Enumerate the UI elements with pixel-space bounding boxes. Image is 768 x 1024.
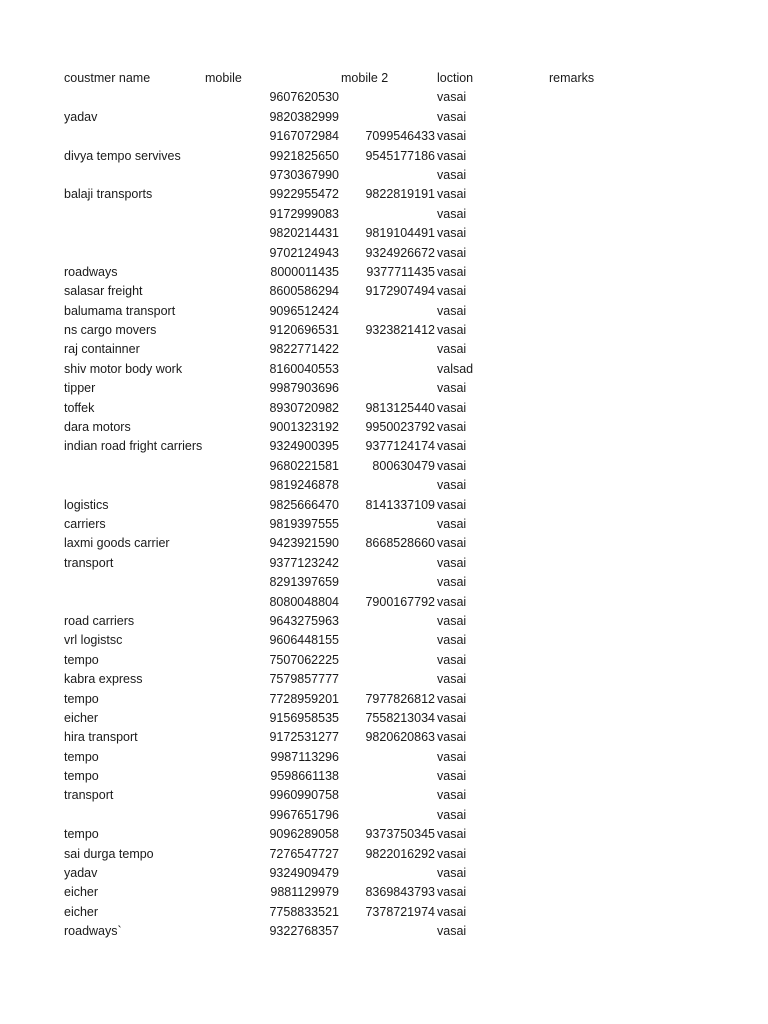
customer-name-cell: dara motors [64, 420, 131, 435]
customer-name-cell: balumama transport [64, 303, 176, 318]
location-cell: vasai [437, 187, 467, 202]
customer-name-cell: eicher [64, 904, 99, 919]
mobile-cell: 7758833521 [269, 904, 339, 919]
table-body [64, 88, 704, 941]
mobile-cell: 9598661138 [270, 769, 339, 784]
mobile-cell: 9377123242 [269, 555, 339, 570]
mobile-cell: 8160040553 [269, 361, 339, 376]
location-cell: vasai [437, 769, 467, 784]
table-row [64, 534, 704, 553]
customer-name-cell: eicher [64, 710, 99, 725]
mobile-2-cell: 9545177186 [365, 148, 435, 163]
table-row [64, 437, 704, 456]
location-cell: vasai [437, 633, 467, 648]
mobile-cell: 9120696531 [269, 323, 339, 338]
table-row [64, 806, 704, 825]
customer-name-cell: kabra express [64, 672, 143, 687]
customer-name-cell: hira transport [64, 730, 138, 745]
mobile-2-cell: 7099546433 [365, 129, 435, 144]
mobile-cell: 9702124943 [269, 245, 339, 260]
mobile-cell: 9423921590 [269, 536, 339, 551]
mobile-cell: 9921825650 [269, 148, 339, 163]
table-row [64, 282, 704, 301]
mobile-cell: 9172531277 [269, 730, 339, 745]
table-row [64, 515, 704, 534]
table-row [64, 593, 704, 612]
mobile-cell: 9987903696 [269, 381, 339, 396]
customer-name-cell: ns cargo movers [64, 323, 157, 338]
mobile-2-cell: 800630479 [372, 458, 435, 473]
mobile-2-cell: 9323821412 [365, 323, 435, 338]
customer-name-cell: transport [64, 788, 114, 803]
table-row [64, 709, 704, 728]
location-cell: vasai [437, 148, 467, 163]
mobile-cell: 9607620530 [269, 90, 339, 105]
location-cell: vasai [437, 245, 467, 260]
location-cell: vasai [437, 497, 467, 512]
table-row [64, 903, 704, 922]
mobile-cell: 9096289058 [269, 827, 339, 842]
location-cell: vasai [437, 866, 467, 881]
mobile-2-cell: 7900167792 [365, 594, 435, 609]
table-row [64, 496, 704, 515]
customer-name-cell: tempo [64, 749, 99, 764]
header-location: loction [437, 71, 474, 85]
customer-name-cell: eicher [64, 885, 99, 900]
contact-sheet [64, 69, 704, 942]
mobile-cell: 9322768357 [269, 924, 339, 939]
mobile-cell: 9730367990 [269, 167, 339, 182]
mobile-cell: 9643275963 [269, 613, 339, 628]
mobile-cell: 8000011435 [270, 264, 339, 279]
customer-name-cell: tipper [64, 381, 96, 396]
table-row [64, 302, 704, 321]
location-cell: vasai [437, 536, 467, 551]
header-row [64, 69, 704, 88]
location-cell: vasai [437, 885, 467, 900]
location-cell: vasai [437, 807, 467, 822]
mobile-2-cell: 9377711435 [366, 264, 435, 279]
customer-name-cell: shiv motor body work [64, 361, 183, 376]
mobile-cell: 8080048804 [269, 594, 339, 609]
table-row [64, 476, 704, 495]
location-cell: vasai [437, 303, 467, 318]
table-row [64, 321, 704, 340]
table-row [64, 244, 704, 263]
mobile-2-cell: 9813125440 [365, 400, 435, 415]
location-cell: vasai [437, 924, 467, 939]
location-cell: vasai [437, 458, 467, 473]
customer-name-cell: yadav [64, 109, 98, 124]
table-row [64, 88, 704, 107]
location-cell: vasai [437, 109, 467, 124]
location-cell: vasai [437, 827, 467, 842]
location-cell: vasai [437, 381, 467, 396]
table-row [64, 224, 704, 243]
table-row [64, 379, 704, 398]
mobile-cell: 9825666470 [269, 497, 339, 512]
location-cell: valsad [437, 361, 474, 376]
mobile-cell: 9096512424 [269, 303, 339, 318]
table-row [64, 670, 704, 689]
table-row [64, 786, 704, 805]
location-cell: vasai [437, 846, 467, 861]
mobile-2-cell: 8668528660 [365, 536, 435, 551]
table-row [64, 728, 704, 747]
location-cell: vasai [437, 478, 467, 493]
mobile-2-cell: 7977826812 [365, 691, 435, 706]
table-row [64, 631, 704, 650]
location-cell: vasai [437, 342, 467, 357]
customer-name-cell: tempo [64, 827, 99, 842]
mobile-2-cell: 9822819191 [365, 187, 435, 202]
mobile-2-cell: 9819104491 [365, 226, 435, 241]
location-cell: vasai [437, 129, 467, 144]
customer-name-cell: vrl logistsc [64, 633, 123, 648]
table-row [64, 845, 704, 864]
location-cell: vasai [437, 439, 467, 454]
customer-name-cell: tempo [64, 769, 99, 784]
mobile-cell: 9819246878 [269, 478, 339, 493]
customer-name-cell: balaji transports [64, 187, 153, 202]
header-mobile: mobile [205, 71, 242, 85]
location-cell: vasai [437, 710, 467, 725]
mobile-2-cell: 9373750345 [365, 827, 435, 842]
mobile-cell: 9606448155 [269, 633, 339, 648]
table-row [64, 767, 704, 786]
header-customer-name: coustmer name [64, 71, 151, 85]
mobile-2-cell: 9822016292 [365, 846, 435, 861]
table-row [64, 360, 704, 379]
customer-name-cell: yadav [64, 866, 98, 881]
customer-name-cell: roadways` [64, 924, 122, 939]
mobile-2-cell: 8369843793 [365, 885, 435, 900]
location-cell: vasai [437, 904, 467, 919]
location-cell: vasai [437, 90, 467, 105]
mobile-2-cell: 9172907494 [365, 284, 435, 299]
customer-name-cell: sai durga tempo [64, 846, 154, 861]
location-cell: vasai [437, 516, 467, 531]
mobile-cell: 9172999083 [269, 206, 339, 221]
mobile-cell: 9819397555 [269, 516, 339, 531]
table-row [64, 922, 704, 941]
mobile-2-cell: 9324926672 [365, 245, 435, 260]
mobile-cell: 9680221581 [269, 458, 339, 473]
mobile-cell: 8930720982 [269, 400, 339, 415]
table-row [64, 263, 704, 282]
table-row [64, 651, 704, 670]
mobile-cell: 9001323192 [269, 420, 339, 435]
mobile-cell: 9156958535 [269, 710, 339, 725]
customer-name-cell: logistics [64, 497, 109, 512]
location-cell: vasai [437, 594, 467, 609]
table-row [64, 748, 704, 767]
customer-name-cell: indian road fright carriers [64, 439, 203, 454]
customer-name-cell: salasar freight [64, 284, 143, 299]
table-row [64, 108, 704, 127]
location-cell: vasai [437, 206, 467, 221]
mobile-cell: 9967651796 [269, 807, 339, 822]
table-row [64, 825, 704, 844]
mobile-2-cell: 7378721974 [365, 904, 435, 919]
location-cell: vasai [437, 749, 467, 764]
mobile-cell: 9820214431 [269, 226, 339, 241]
table-row [64, 418, 704, 437]
customer-name-cell: tempo [64, 652, 99, 667]
location-cell: vasai [437, 788, 467, 803]
mobile-2-cell: 9950023792 [365, 420, 435, 435]
mobile-cell: 8291397659 [269, 575, 339, 590]
mobile-2-cell: 9377124174 [365, 439, 435, 454]
location-cell: vasai [437, 400, 467, 415]
location-cell: vasai [437, 730, 467, 745]
customer-name-cell: transport [64, 555, 114, 570]
location-cell: vasai [437, 672, 467, 687]
mobile-cell: 8600586294 [269, 284, 339, 299]
table-row [64, 205, 704, 224]
mobile-cell: 7507062225 [269, 652, 339, 667]
table-row [64, 185, 704, 204]
customer-name-cell: toffek [64, 400, 95, 415]
location-cell: vasai [437, 613, 467, 628]
customer-name-cell: laxmi goods carrier [64, 536, 170, 551]
mobile-cell: 9324909479 [269, 866, 339, 881]
customer-name-cell: divya tempo servives [64, 148, 181, 163]
mobile-cell: 9167072984 [269, 129, 339, 144]
table-row [64, 147, 704, 166]
location-cell: vasai [437, 167, 467, 182]
location-cell: vasai [437, 575, 467, 590]
customer-name-cell: roadways [64, 264, 118, 279]
table-row [64, 864, 704, 883]
location-cell: vasai [437, 264, 467, 279]
customer-name-cell: tempo [64, 691, 99, 706]
table-row [64, 399, 704, 418]
location-cell: vasai [437, 284, 467, 299]
table-row [64, 127, 704, 146]
mobile-2-cell: 9820620863 [365, 730, 435, 745]
table-row [64, 554, 704, 573]
table-row [64, 612, 704, 631]
header-remarks: remarks [549, 71, 595, 85]
table-row [64, 573, 704, 592]
mobile-cell: 7579857777 [269, 672, 339, 687]
customer-name-cell: road carriers [64, 613, 135, 628]
customer-name-cell: raj containner [64, 342, 140, 357]
mobile-cell: 9960990758 [269, 788, 339, 803]
location-cell: vasai [437, 652, 467, 667]
table-row [64, 883, 704, 902]
location-cell: vasai [437, 420, 467, 435]
mobile-2-cell: 7558213034 [365, 710, 435, 725]
mobile-2-cell: 8141337109 [365, 497, 435, 512]
mobile-cell: 9324900395 [269, 439, 339, 454]
mobile-cell: 7728959201 [269, 691, 339, 706]
table-row [64, 166, 704, 185]
mobile-cell: 9822771422 [269, 342, 339, 357]
mobile-cell: 9987113296 [270, 749, 339, 764]
location-cell: vasai [437, 555, 467, 570]
mobile-cell: 9881129979 [270, 885, 339, 900]
location-cell: vasai [437, 691, 467, 706]
mobile-cell: 9922955472 [269, 187, 339, 202]
mobile-cell: 9820382999 [269, 109, 339, 124]
location-cell: vasai [437, 323, 467, 338]
location-cell: vasai [437, 226, 467, 241]
header-mobile-2: mobile 2 [341, 71, 389, 85]
table-row [64, 457, 704, 476]
table-row [64, 690, 704, 709]
customer-name-cell: carriers [64, 516, 106, 531]
table-row [64, 340, 704, 359]
mobile-cell: 7276547727 [269, 846, 339, 861]
